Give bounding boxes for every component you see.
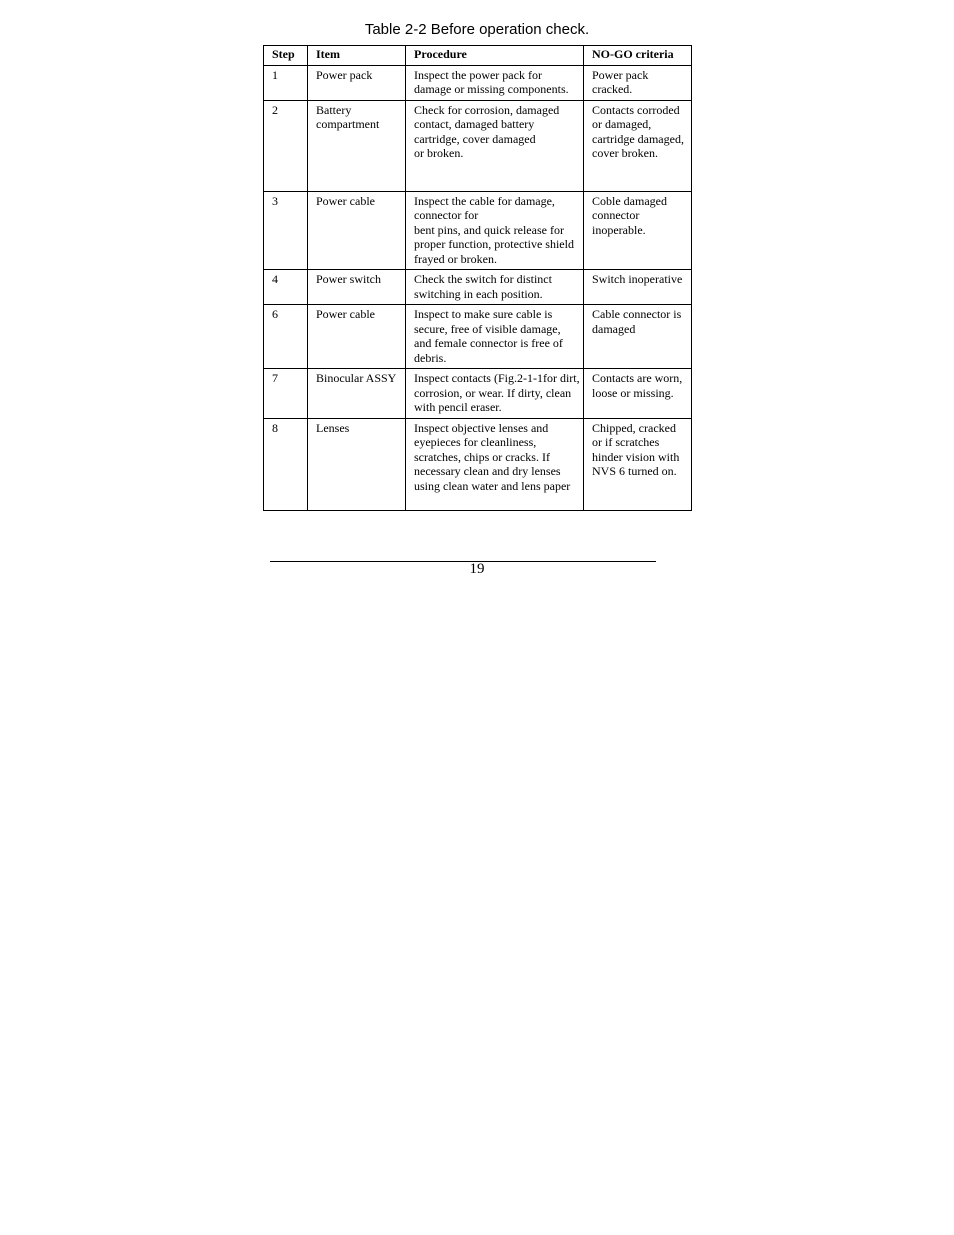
cell-item: Binocular ASSY bbox=[308, 369, 406, 419]
table-row bbox=[264, 191, 692, 270]
cell-item: Power switch bbox=[308, 270, 406, 305]
cell-criteria: Coble damaged connector inoperable. bbox=[584, 191, 692, 270]
cell-step: 4 bbox=[264, 270, 308, 305]
table-row bbox=[264, 65, 692, 100]
table-row bbox=[264, 100, 692, 191]
header-item: Item bbox=[308, 46, 406, 66]
cell-criteria: Contacts corroded or damaged, cartridge damaged, cover broken. bbox=[584, 100, 692, 191]
cell-step: 7 bbox=[264, 369, 308, 419]
page-number: 19 bbox=[469, 561, 485, 577]
table-row bbox=[264, 305, 692, 369]
cell-item: Battery compartment bbox=[308, 100, 406, 191]
cell-procedure: Inspect the cable for damage, connector for bent pins, and quick release for proper function, protective shield frayed or broken. bbox=[406, 191, 584, 270]
cell-procedure: Inspect to make sure cable is secure, free of visible damage, and female connector is free of debris. bbox=[406, 305, 584, 369]
table-row bbox=[264, 369, 692, 419]
table-row bbox=[264, 418, 692, 510]
table-header-row bbox=[264, 46, 692, 66]
cell-step: 8 bbox=[264, 418, 308, 510]
header-no-go-criteria: NO-GO criteria bbox=[584, 46, 692, 66]
header-procedure: Procedure bbox=[406, 46, 584, 66]
header-step: Step bbox=[264, 46, 308, 66]
cell-item: Power cable bbox=[308, 305, 406, 369]
cell-item: Power cable bbox=[308, 191, 406, 270]
before-operation-check-table bbox=[263, 45, 692, 511]
cell-criteria: Power pack cracked. bbox=[584, 65, 692, 100]
cell-step: 3 bbox=[264, 191, 308, 270]
cell-criteria: Chipped, cracked or if scratches hinder vision with NVS 6 turned on. bbox=[584, 418, 692, 510]
cell-criteria: Switch inoperative bbox=[584, 270, 692, 305]
table-caption: Table 2-2 Before operation check. bbox=[364, 21, 590, 38]
cell-procedure: Inspect contacts (Fig.2-1-1for dirt, corrosion, or wear. If dirty, clean with pencil eraser. bbox=[406, 369, 584, 419]
cell-step: 1 bbox=[264, 65, 308, 100]
cell-procedure: Inspect objective lenses and eyepieces for cleanliness, scratches, chips or cracks. If necessary clean and dry lenses using clean water and lens paper bbox=[406, 418, 584, 510]
table-row bbox=[264, 270, 692, 305]
cell-procedure: Check for corrosion, damaged contact, damaged battery cartridge, cover damaged or broken. bbox=[406, 100, 584, 191]
cell-step: 2 bbox=[264, 100, 308, 191]
cell-criteria: Cable connector is damaged bbox=[584, 305, 692, 369]
cell-item: Power pack bbox=[308, 65, 406, 100]
cell-item: Lenses bbox=[308, 418, 406, 510]
cell-procedure: Inspect the power pack for damage or missing components. bbox=[406, 65, 584, 100]
cell-criteria: Contacts are worn, loose or missing. bbox=[584, 369, 692, 419]
cell-procedure: Check the switch for distinct switching in each position. bbox=[406, 270, 584, 305]
cell-step: 6 bbox=[264, 305, 308, 369]
